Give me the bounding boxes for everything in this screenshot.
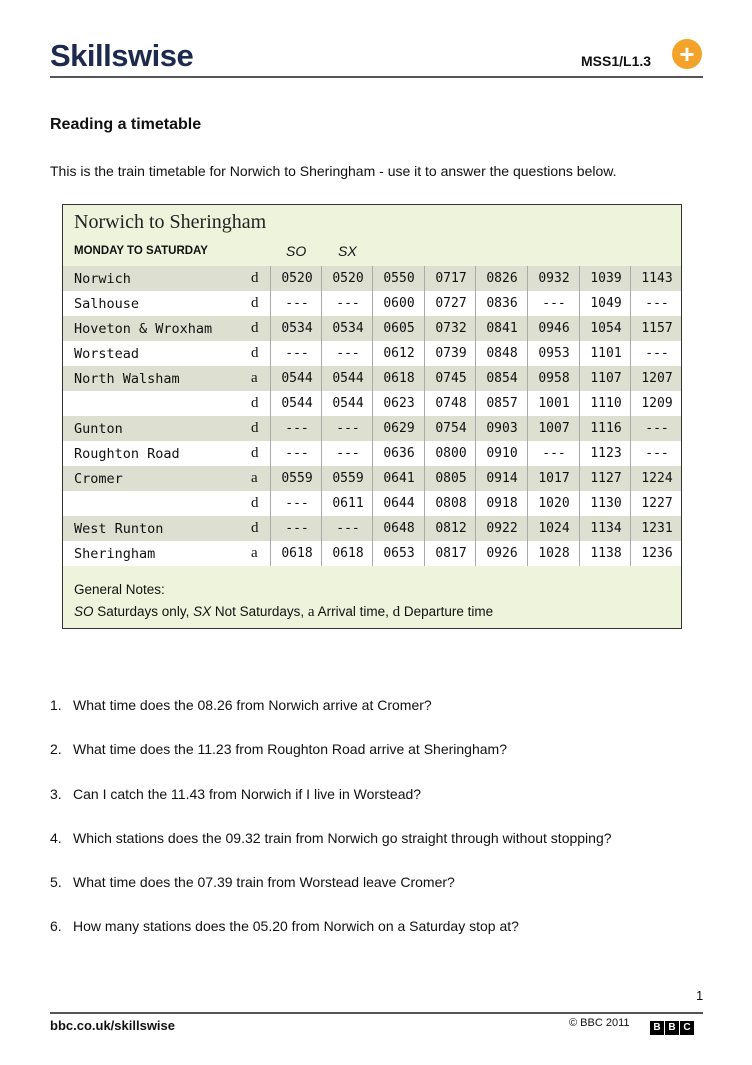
note-a-text: Arrival time,	[314, 604, 393, 619]
time-cell: 0914	[486, 471, 518, 486]
question-item	[50, 874, 455, 890]
time-cell: 1209	[641, 396, 673, 411]
time-cell: 0648	[383, 521, 415, 536]
time-cell: 0644	[383, 496, 415, 511]
time-cell: 0605	[383, 321, 415, 336]
time-cell: 1116	[590, 421, 622, 436]
time-cell: 0910	[486, 446, 518, 461]
time-cell: 0612	[383, 346, 415, 361]
time-cell: 0826	[486, 271, 518, 286]
time-cell: 0946	[538, 321, 570, 336]
question-number: 3.	[50, 786, 62, 802]
time-cell: 0559	[332, 471, 364, 486]
time-cell: 0841	[486, 321, 518, 336]
site-url: bbc.co.uk/skillswise	[50, 1018, 175, 1033]
time-cell: 0636	[383, 446, 415, 461]
time-cell: ---	[542, 296, 566, 311]
column-divider	[424, 266, 425, 566]
column-divider	[321, 266, 322, 566]
time-cell: 0800	[435, 446, 467, 461]
time-cell: 0520	[281, 271, 313, 286]
time-cell: 0932	[538, 271, 570, 286]
station-name: Norwich	[74, 271, 131, 287]
time-cell: 0544	[281, 371, 313, 386]
time-cell: 0629	[383, 421, 415, 436]
time-cell: 1049	[590, 296, 622, 311]
time-cell: ---	[336, 446, 360, 461]
time-cell: ---	[336, 346, 360, 361]
time-cell: 1134	[590, 521, 622, 536]
time-cell: 1007	[538, 421, 570, 436]
notes-heading: General Notes:	[74, 582, 165, 597]
time-cell: 0611	[332, 496, 364, 511]
time-cell: 1123	[590, 446, 622, 461]
plus-icon: +	[672, 39, 702, 69]
time-cell: 0953	[538, 346, 570, 361]
bbc-letter-3: C	[680, 1021, 694, 1035]
time-cell: 0903	[486, 421, 518, 436]
bbc-logo	[650, 1017, 695, 1035]
question-number: 1.	[50, 697, 62, 713]
time-cell: 1138	[590, 546, 622, 561]
note-so-text: Saturdays only,	[93, 604, 194, 619]
station-name: Hoveton & Wroxham	[74, 321, 213, 337]
time-cell: ---	[285, 346, 309, 361]
page-title: Reading a timetable	[50, 116, 202, 133]
time-cell: 1017	[538, 471, 570, 486]
time-cell: 1224	[641, 471, 673, 486]
time-cell: 0618	[281, 546, 313, 561]
time-cell: ---	[645, 296, 669, 311]
bbc-letter-1: B	[650, 1021, 664, 1035]
column-divider	[527, 266, 528, 566]
time-cell: 0653	[383, 546, 415, 561]
time-cell: 0745	[435, 371, 467, 386]
arrive-depart-flag: d	[251, 295, 259, 311]
arrive-depart-flag: d	[251, 420, 259, 436]
arrive-depart-flag: d	[251, 395, 259, 411]
question-number: 5.	[50, 874, 62, 890]
column-divider	[270, 266, 271, 566]
time-cell: 0918	[486, 496, 518, 511]
time-cell: 1127	[590, 471, 622, 486]
time-cell: ---	[542, 446, 566, 461]
time-cell: 0618	[332, 546, 364, 561]
arrive-depart-flag: d	[251, 345, 259, 361]
time-cell: 1231	[641, 521, 673, 536]
question-item	[50, 830, 612, 846]
time-cell: ---	[285, 496, 309, 511]
worksheet-code: MSS1/L1.3	[581, 53, 652, 69]
station-name: Salhouse	[74, 296, 140, 312]
time-cell: 0534	[281, 321, 313, 336]
time-cell: 0600	[383, 296, 415, 311]
time-cell: 0559	[281, 471, 313, 486]
skillswise-logo: Skillswise	[50, 38, 194, 73]
copyright: © BBC 2011	[569, 1017, 630, 1029]
question-text: What time does the 11.23 from Roughton Road arrive at Sheringham?	[73, 741, 507, 757]
time-cell: 0623	[383, 396, 415, 411]
time-cell: 1054	[590, 321, 622, 336]
question-text: What time does the 07.39 train from Worstead leave Cromer?	[73, 874, 455, 890]
time-cell: 0727	[435, 296, 467, 311]
station-name: Worstead	[74, 346, 140, 362]
column-divider	[579, 266, 580, 566]
question-item	[50, 697, 432, 713]
question-number: 4.	[50, 830, 62, 846]
time-cell: 1130	[590, 496, 622, 511]
note-sx: SX	[193, 604, 212, 619]
station-name: Roughton Road	[74, 446, 180, 462]
column-header-sx: SX	[338, 243, 357, 259]
column-header-so: SO	[286, 243, 307, 259]
time-cell: ---	[336, 421, 360, 436]
header-divider	[50, 76, 703, 78]
column-divider	[372, 266, 373, 566]
question-text: Which stations does the 09.32 train from Norwich go straight through without stopping?	[73, 830, 612, 846]
station-name: North Walsham	[74, 371, 180, 387]
time-cell: 1028	[538, 546, 570, 561]
time-cell: 1024	[538, 521, 570, 536]
time-cell: 1107	[590, 371, 622, 386]
station-name: Gunton	[74, 421, 123, 437]
arrive-depart-flag: d	[251, 520, 259, 536]
timetable-panel	[62, 204, 682, 629]
time-cell: 0534	[332, 321, 364, 336]
time-cell: 0739	[435, 346, 467, 361]
time-cell: ---	[285, 446, 309, 461]
time-cell: 1207	[641, 371, 673, 386]
station-name: Cromer	[74, 471, 123, 487]
time-cell: 1110	[590, 396, 622, 411]
time-cell: 0808	[435, 496, 467, 511]
arrive-depart-flag: d	[251, 445, 259, 461]
time-cell: 0926	[486, 546, 518, 561]
time-cell: 0958	[538, 371, 570, 386]
arrive-depart-flag: d	[251, 270, 259, 286]
note-d: d	[392, 604, 401, 620]
time-cell: 0857	[486, 396, 518, 411]
time-cell: ---	[645, 346, 669, 361]
time-cell: ---	[336, 521, 360, 536]
note-a: a	[307, 604, 315, 620]
time-cell: 0854	[486, 371, 518, 386]
time-cell: 0641	[383, 471, 415, 486]
time-cell: 0812	[435, 521, 467, 536]
station-name: Sheringham	[74, 546, 156, 562]
time-cell: 1101	[590, 346, 622, 361]
time-cell: 0836	[486, 296, 518, 311]
time-cell: 0922	[486, 521, 518, 536]
time-cell: 0732	[435, 321, 467, 336]
time-cell: 0618	[383, 371, 415, 386]
time-cell: 1039	[590, 271, 622, 286]
time-cell: ---	[336, 296, 360, 311]
time-cell: 0544	[332, 371, 364, 386]
time-cell: 0550	[383, 271, 415, 286]
time-cell: 0805	[435, 471, 467, 486]
time-cell: ---	[285, 521, 309, 536]
arrive-depart-flag: a	[251, 470, 258, 486]
arrive-depart-flag: d	[251, 320, 259, 336]
time-cell: ---	[285, 296, 309, 311]
note-d-text: Departure time	[400, 604, 494, 619]
time-cell: 0544	[332, 396, 364, 411]
bbc-letter-2: B	[665, 1021, 679, 1035]
time-cell: ---	[285, 421, 309, 436]
time-cell: 1227	[641, 496, 673, 511]
time-cell: 1001	[538, 396, 570, 411]
question-item	[50, 786, 421, 802]
timetable-title: Norwich to Sheringham	[74, 211, 267, 233]
time-cell: 0817	[435, 546, 467, 561]
time-cell: 0544	[281, 396, 313, 411]
arrive-depart-flag: a	[251, 545, 258, 561]
question-item	[50, 741, 507, 757]
column-divider	[475, 266, 476, 566]
time-cell: 1020	[538, 496, 570, 511]
column-divider	[630, 266, 631, 566]
page-number: 1	[696, 988, 704, 1003]
time-cell: 0754	[435, 421, 467, 436]
intro-text: This is the train timetable for Norwich to Sheringham - use it to answer the questions below.	[50, 163, 617, 179]
question-number: 6.	[50, 918, 62, 934]
question-text: Can I catch the 11.43 from Norwich if I live in Worstead?	[73, 786, 422, 802]
timetable-days: MONDAY TO SATURDAY	[74, 245, 208, 257]
note-so: SO	[74, 604, 94, 619]
time-cell: 0717	[435, 271, 467, 286]
question-number: 2.	[50, 741, 62, 757]
question-item	[50, 918, 519, 934]
station-name: West Runton	[74, 521, 164, 537]
arrive-depart-flag: a	[251, 370, 258, 386]
time-cell: 0748	[435, 396, 467, 411]
question-text: How many stations does the 05.20 from Norwich on a Saturday stop at?	[73, 918, 519, 934]
footer-divider	[50, 1012, 703, 1014]
question-text: What time does the 08.26 from Norwich arrive at Cromer?	[73, 697, 432, 713]
time-cell: ---	[645, 421, 669, 436]
time-cell: 0848	[486, 346, 518, 361]
time-cell: ---	[645, 446, 669, 461]
time-cell: 1143	[641, 271, 673, 286]
time-cell: 0520	[332, 271, 364, 286]
notes-text	[74, 604, 493, 621]
note-sx-text: Not Saturdays,	[211, 604, 308, 619]
time-cell: 1157	[641, 321, 673, 336]
arrive-depart-flag: d	[251, 495, 259, 511]
time-cell: 1236	[641, 546, 673, 561]
